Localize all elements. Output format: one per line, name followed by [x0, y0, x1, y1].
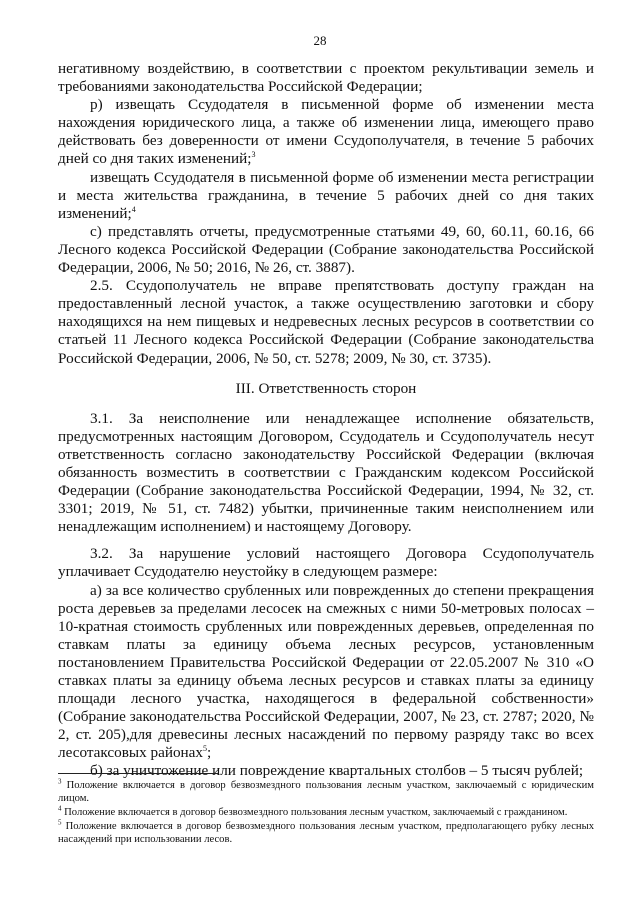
- paragraph-text: извещать Ссудодателя в письменной форме об изменении места регистрации и места жительства гражданина, в течение 5 рабочих дней со дня таких изменений;: [58, 168, 594, 222]
- footnote-text: Положение включается в договор безвозмездного пользования лесным участком, заключаемый с гражданином.: [64, 807, 568, 818]
- paragraph-3-2: [58, 545, 594, 581]
- paragraph-text: 2.5. Ссудополучатель не вправе препятствовать доступу граждан на предоставленный лесной участок, а также осуществлению заготовки и сбору находящихся на нем пищевых и недревесных лесных ресурсов в соответствии со статьей 11 Лесного кодекса Российской Федерации (Собрание законодательства Российской Федерации, 2006, № 50, ст. 5278; 2009, № 30, ст. 3735).: [58, 277, 594, 367]
- page-number: 28: [313, 33, 327, 48]
- paragraph-text: р) извещать Ссудодателя в письменной форме об изменении места нахождения юридического лица, а также об изменении лица, имеющего право действовать без доверенности от имени Ссудополучателя, в течение 5 рабочих дней со дня таких изменений;: [58, 96, 594, 168]
- footnote-mark: 5: [58, 818, 62, 827]
- footnote-ref: 5: [203, 744, 208, 754]
- footnote-mark: 3: [58, 777, 62, 786]
- paragraph-text: б) за уничтожение или повреждение квартальных столбов – 5 тысяч рублей;: [90, 762, 584, 780]
- footnote: [58, 779, 594, 805]
- paragraph-text: а) за все количество срубленных или поврежденных до степени прекращения роста деревьев за пределами лесосек на смежных с ними 50-метровых полосах – 10-кратная стоимость срубленных или поврежденных деревьев, определенная по ставкам платы за единицу объема лесных ресурсов, установленным постановлением Правительства Российской Федерации от 22.05.2007 № 310 «О ставках платы за единицу объема лесных ресурсов и ставках платы за единицу площади лесного участка, находящегося в федеральной собственности» (Собрание законодательства Российской Федерации, 2007, № 23, ст. 2787; 2020, № 2, ст. 205),для древесины лесных насаждений по первому разряду такс во всех лесотаксовых районах: [58, 581, 594, 762]
- paragraph-continuation: [58, 60, 594, 96]
- footnote: [58, 806, 594, 819]
- paragraph-text: 3.2. За нарушение условий настоящего Договора Ссудополучатель уплачивает Ссудодателю неустойку в следующем размере:: [58, 545, 594, 581]
- paragraph-text: негативному воздействию, в соответствии с проектом рекультивации земель и требованиями законодательства Российской Федерации;: [58, 60, 594, 96]
- footnote-text: Положение включается в договор безвозмездного пользования лесным участком, предполагающего рубку лесных насаждений при использовании лесов.: [58, 821, 594, 845]
- footnote-divider: [58, 773, 218, 774]
- footnote-mark: 4: [58, 804, 62, 813]
- document-body: [58, 60, 594, 781]
- paragraph-text: 3.1. За неисполнение или ненадлежащее исполнение обязательств, предусмотренных настоящим Договором, Ссудодатель и Ссудополучатель несут ответственность согласно законодательству Российской Федерации (включая обязанность возместить в соответствии с Гражданским кодексом Российской Федерации (Собрание законодательства Российской Федерации, 1994, № 32, ст. 3301; 2019, № 51, ст. 7482) убытки, причиненные таким неисполнением или ненадлежащим исполнением) и настоящему Договору.: [58, 409, 594, 536]
- footnotes: [58, 779, 594, 847]
- paragraph-text: с) представлять отчеты, предусмотренные статьями 49, 60, 60.11, 60.16, 66 Лесного кодекса Российской Федерации (Собрание законодательства Российской Федерации, 2006, № 50; 2016, № 26, ст. 3887).: [58, 222, 594, 277]
- paragraph-item-s: [58, 223, 594, 277]
- paragraph-citizen-notice: [58, 169, 594, 223]
- footnote-ref: 4: [131, 204, 136, 214]
- footnote-ref: 3: [251, 150, 256, 160]
- paragraph-item-r: [58, 96, 594, 168]
- section-title: III. Ответственность сторон: [235, 379, 417, 397]
- paragraph-item-b: [58, 762, 594, 780]
- footnote: [58, 820, 594, 846]
- footnote-text: Положение включается в договор безвозмездного пользования лесным участком, заключаемый с юридическим лицом.: [58, 780, 594, 804]
- paragraph-tail: ;: [207, 744, 212, 762]
- paragraph-2-5: [58, 277, 594, 367]
- paragraph-3-1: [58, 410, 594, 537]
- paragraph-item-a: [58, 582, 594, 763]
